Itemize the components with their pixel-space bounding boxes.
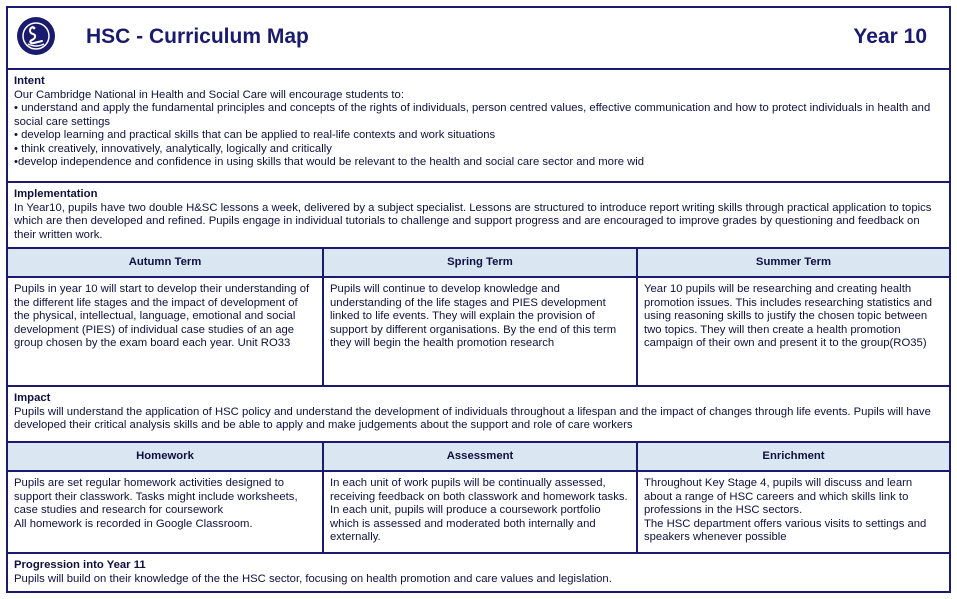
intent-bullet: • understand and apply the fundamental principles and concepts of the rights of individuals, person centred values, effective communication and how to protect individuals in health and social care settings bbox=[14, 102, 931, 128]
progression-section bbox=[8, 554, 949, 591]
extras-header-row bbox=[8, 443, 949, 470]
swan-logo-icon bbox=[21, 21, 51, 51]
intent-intro: Our Cambridge National in Health and Social Care will encourage students to: bbox=[14, 88, 404, 101]
page-title: HSC - Curriculum Map bbox=[86, 25, 309, 48]
autumn-term-header: Autumn Term bbox=[8, 249, 322, 276]
intent-section bbox=[8, 70, 949, 181]
terms-header-row bbox=[8, 249, 949, 276]
spring-term-header: Spring Term bbox=[322, 249, 636, 276]
curriculum-map-page bbox=[6, 6, 951, 593]
extras-body-row bbox=[8, 472, 949, 552]
intent-bullet: •develop independence and confidence in using skills that would be relevant to the health and social care sector and more wid bbox=[14, 156, 645, 168]
impact-section bbox=[8, 387, 949, 441]
implementation-section bbox=[8, 183, 949, 247]
impact-heading: Impact bbox=[14, 392, 51, 404]
school-logo bbox=[17, 17, 55, 55]
assessment-text: In each unit of work pupils will be continually assessed, receiving feedback on both classwork and homework tasks. In each unit, pupils will produce a coursework portfolio which is assessed and moderated both internally and externally. bbox=[322, 472, 636, 552]
summer-term-text: Year 10 pupils will be researching and creating health promotion issues. This includes researching statistics and using reasoning skills to justify the chosen topic between two topics. They will then create a health promotion campaign of their own and present it to the group(RO35) bbox=[636, 278, 949, 385]
year-label: Year 10 bbox=[853, 25, 927, 48]
homework-text: Pupils are set regular homework activities designed to support their classwork. Tasks might include worksheets, case studies and research for coursework All homework is recorded in Google Classroom. bbox=[14, 477, 298, 530]
implementation-text: In Year10, pupils have two double H&SC lessons a week, delivered by a subject specialist. Lessons are structured to introduce report writing skills through practical application to topics which are then developed and refined. Pupils engage in individual tutorials to challenge and support progress and are encouraged to improve grades by questioning and feedback on their written work. bbox=[14, 201, 932, 241]
terms-body-row bbox=[8, 278, 949, 385]
implementation-heading: Implementation bbox=[14, 188, 98, 200]
summer-term-header: Summer Term bbox=[636, 249, 949, 276]
autumn-term-text: Pupils in year 10 will start to develop their understanding of the different life stages and the impact of development of the physical, intellectual, language, emotional and social development (PIES) of individual case studies of an age group chosen by the exam board each year. Unit RO33 bbox=[14, 283, 310, 349]
homework-header: Homework bbox=[8, 443, 322, 470]
intent-heading: Intent bbox=[14, 75, 45, 87]
assessment-header: Assessment bbox=[322, 443, 636, 470]
progression-text: Pupils will build on their knowledge of the the HSC sector, focusing on health promotion and care values and legislation. bbox=[14, 572, 612, 585]
enrichment-header: Enrichment bbox=[636, 443, 949, 470]
intent-bullet: • develop learning and practical skills that can be applied to real-life contexts and work situations bbox=[14, 129, 496, 141]
impact-text: Pupils will understand the application of HSC policy and understand the development of individuals throughout a lifespan and the impact of changes through life events. Pupils will have developed their critical analysis skills and be able to apply and make judgements about the support and role of care workers bbox=[14, 405, 931, 431]
progression-heading: Progression into Year 11 bbox=[14, 559, 146, 571]
enrichment-text: Throughout Key Stage 4, pupils will discuss and learn about a range of HSC careers and which skills link to professions in the HSC sectors. The HSC department offers various visits to settings and speakers whenever possible bbox=[636, 472, 949, 552]
header bbox=[8, 8, 949, 68]
intent-bullet: • think creatively, innovatively, analytically, logically and critically bbox=[14, 142, 332, 155]
spring-term-text: Pupils will continue to develop knowledge and understanding of the life stages and PIES development linked to life events. They will explain the provision of support by different organisations. By the end of this term they will begin the health promotion research bbox=[322, 278, 636, 385]
